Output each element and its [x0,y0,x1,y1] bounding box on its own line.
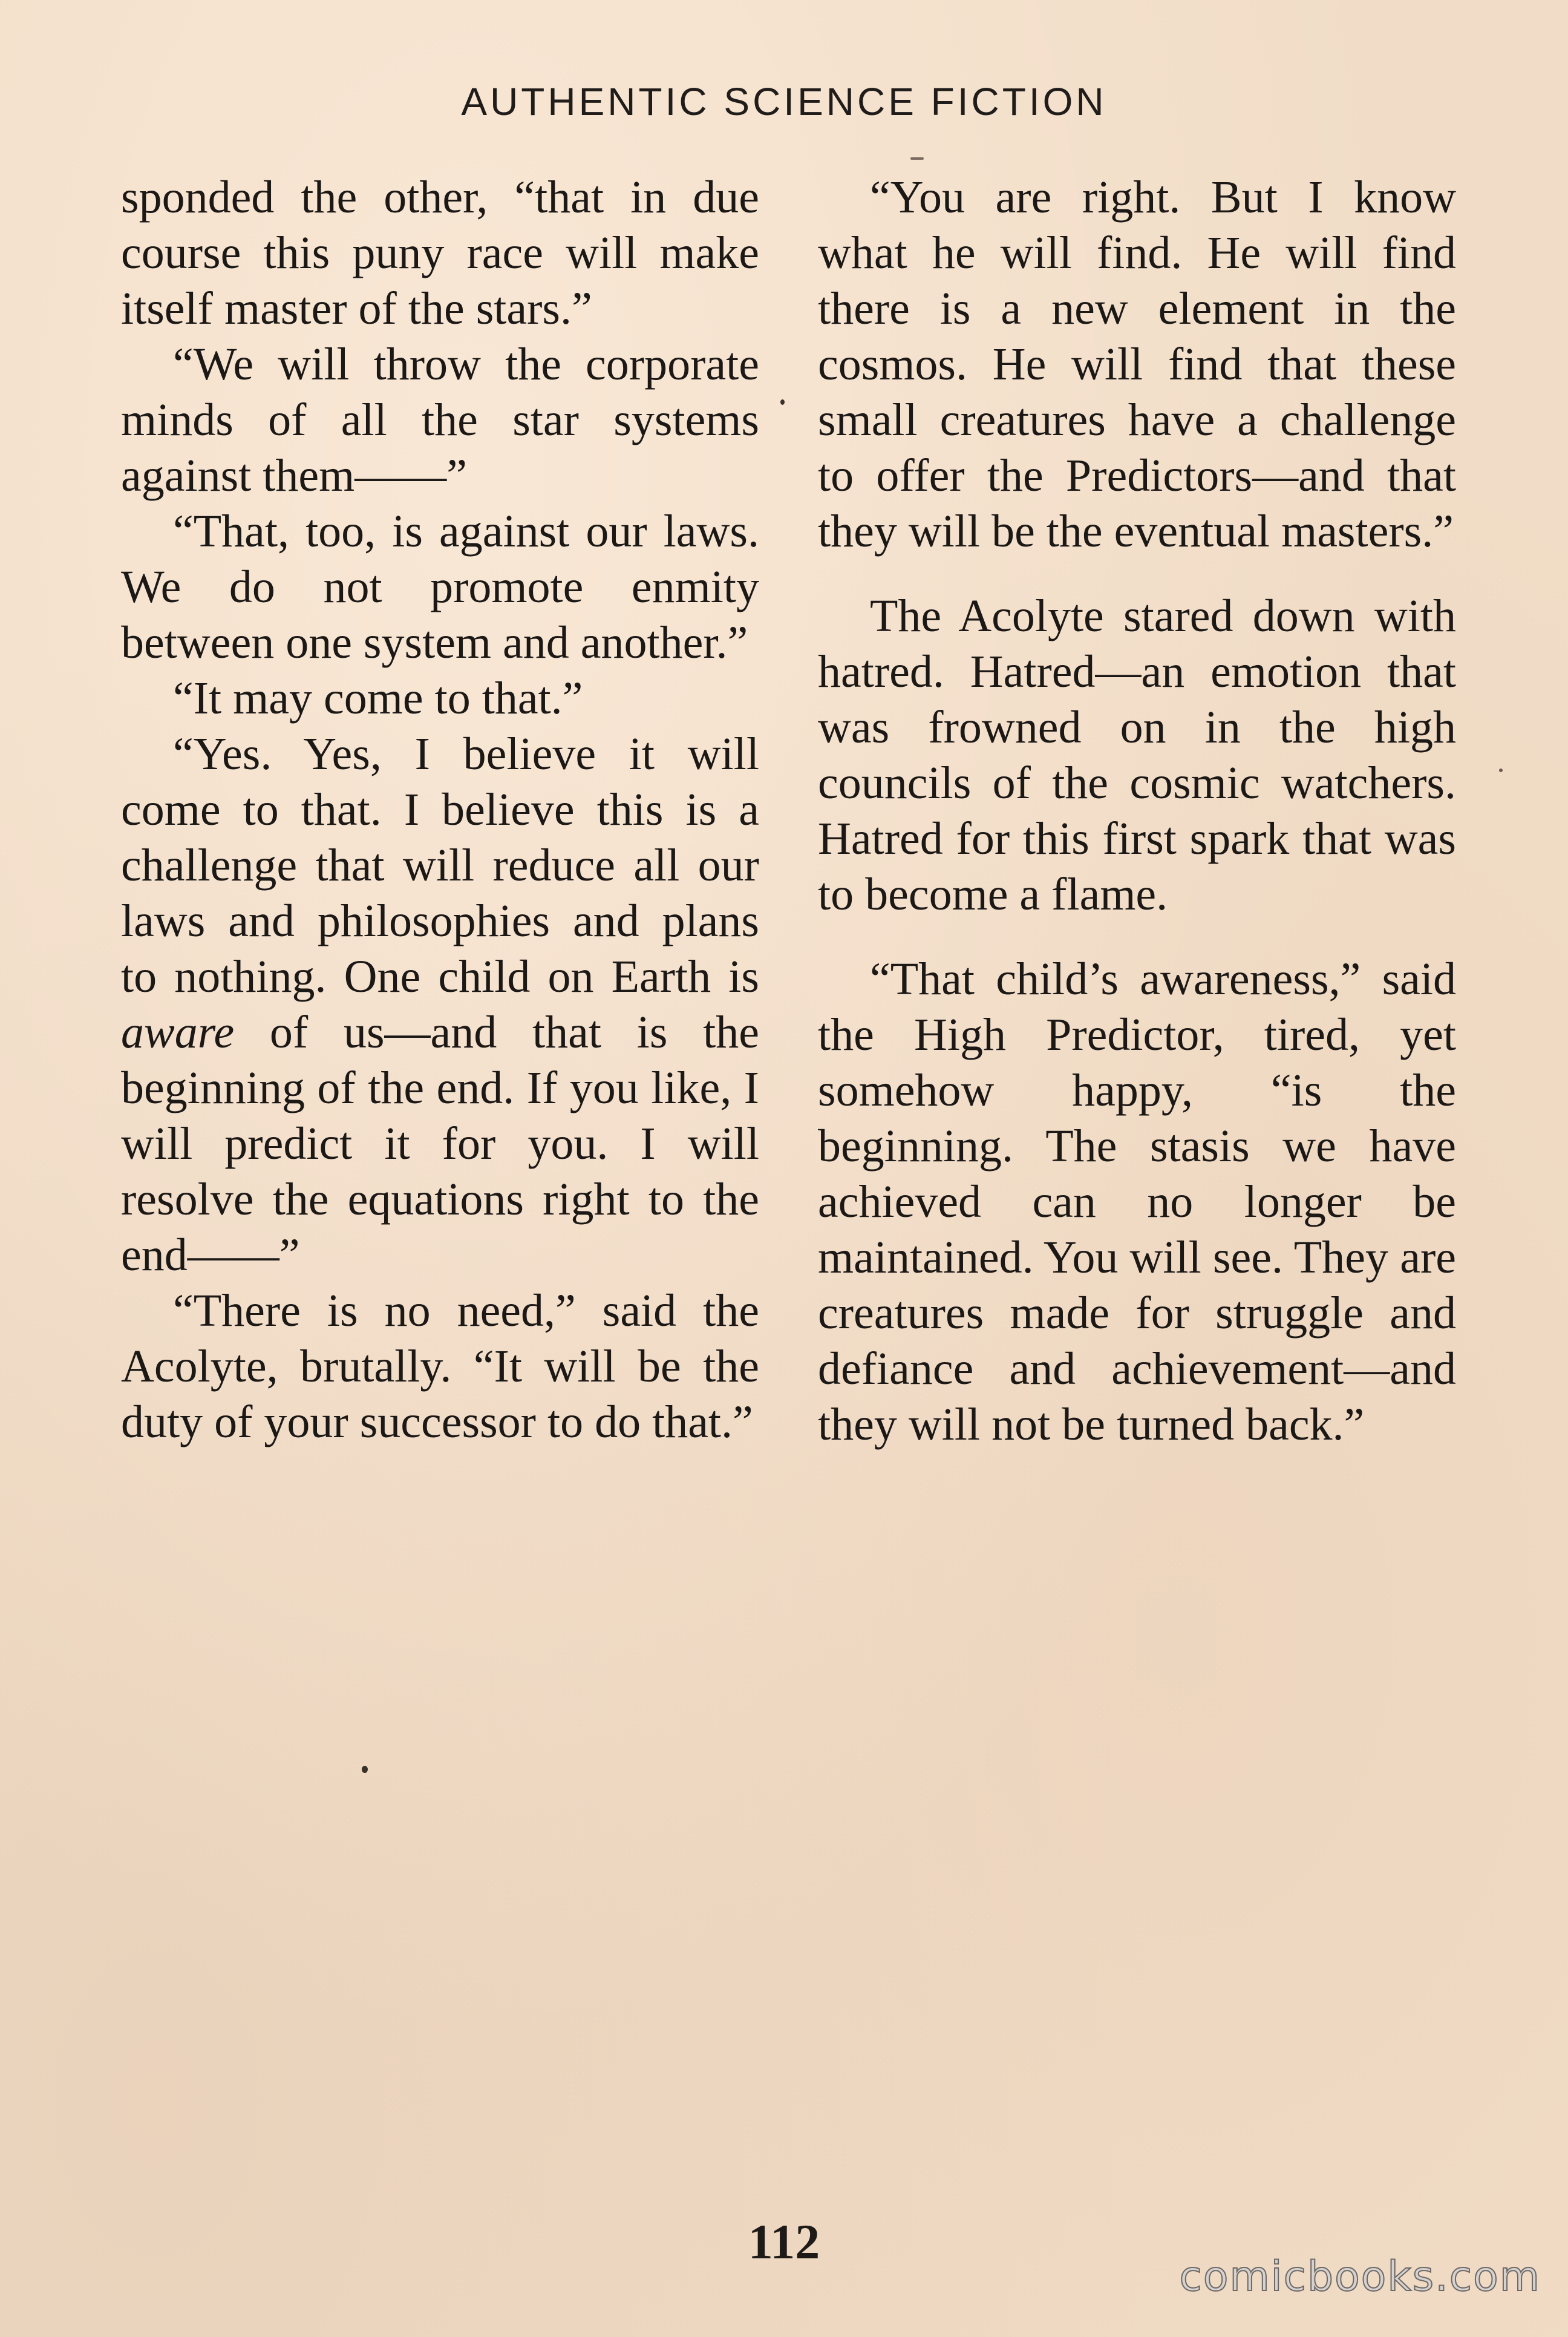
paragraph: “That child’s awareness,” said the High Predictor, tired, yet somehow happy, “is the beginning. The stasis we have achieved can no longer be maintained. You will see. They are creatures made for struggle and defiance and achievement—and they will not be turned back.” [818,954,1456,1450]
page-number: 112 [748,2214,820,2269]
running-head: AUTHENTIC SCIENCE FICTION [461,80,1107,123]
paragraph: “You are right. But I know what he will find. He will find there is a new element in the cosmos. He will find that these small creatures have a challenge to offer the Predictors—and that they will be the eventual masters.” [818,172,1456,557]
right-column [818,169,1456,1452]
paragraph: sponded the other, “that in due course this puny race will make itself master of the stars.” [121,172,759,334]
left-column [121,169,759,1450]
paper-speck [1499,769,1503,772]
paragraph: “That, too, is against our laws. We do not promote enmity between one system and another.” [121,506,759,668]
emphasized-word: aware [121,1007,235,1058]
watermark-logo: comicbooks.com [1179,2253,1541,2301]
paper-speck [910,157,924,160]
paragraph-text: of us—and that is the beginning of the end. If you like, I will predict it for you. I will resolve the equations right to the end——” [121,1007,759,1280]
paper-speck [780,399,785,405]
paragraph-text: “Yes. Yes, I believe it will come to that. I believe this is a challenge that will reduce all our laws and philosophies and plans to nothing. One child on Earth is [121,729,759,1002]
paragraph [121,726,759,1283]
paragraph: “There is no need,” said the Acolyte, brutally. “It will be the duty of your successor to do that.” [121,1285,759,1447]
paragraph: The Acolyte stared down with hatred. Hatred—an emotion that was frowned on in the high councils of the cosmic watchers. Hatred for this first spark that was to become a flame. [818,591,1456,920]
paper-speck [362,1766,368,1773]
paragraph: “We will throw the corporate minds of all the star systems against them——” [121,339,759,501]
paragraph: “It may come to that.” [173,673,583,724]
